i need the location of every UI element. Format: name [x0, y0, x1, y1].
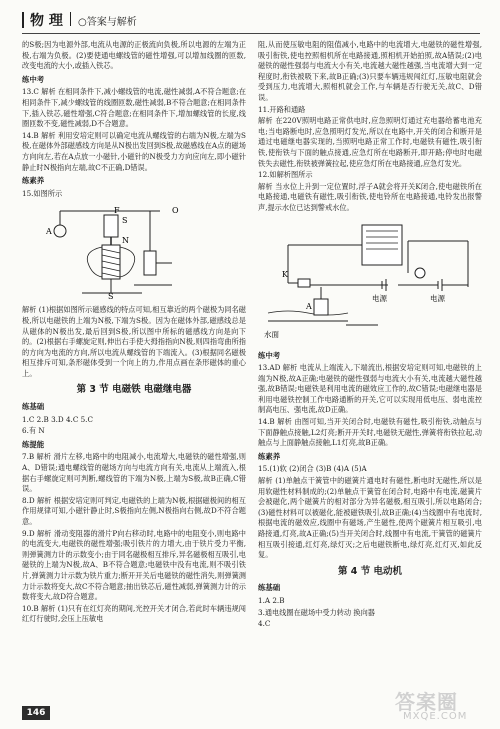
electromagnet-figure [22, 201, 246, 301]
answers-1-2: 1.A 2.B [258, 595, 285, 605]
explanation-12: 解析 当水位上升到一定位置时,浮子A就会将开关K闭合,使电磁铁所在电路接通,电磁铁有磁性,吸引衔铁,使电铃所在电路接通,电铃发出报警声,提示水位已达到警戒水位。 [258, 181, 482, 212]
circuit-figure [258, 217, 482, 347]
answer-6: 6.有 N [22, 426, 45, 436]
header-rule [22, 33, 480, 34]
section-tag: 练素养 [22, 176, 45, 186]
answer-12: 12.如解析图所示 [258, 170, 313, 180]
left-column [22, 40, 246, 626]
answer-11: 11.开路和通路 [258, 104, 306, 114]
paragraph: 的S极;因为电源外部,电流从电源的正极流向负极,所以电源的左端为正极,右端为负极。(2)要使通电螺线管的磁性增强,可以增加线圈的匝数,改变电流的大小,或插入铁芯。 [22, 40, 246, 71]
answer-13: 13.AD 解析 电流从上端流入,下端流出,根据安培定则可知,电磁铁的上端为N极,故A正确;电磁铁的磁性强弱与电流大小有关,电流越大磁性越强,故B错误;电磁铁是利用电流的磁效应工作的,故C错误;电磁继电器是利用电磁铁控制工作电路通断的开关,它可以实现用低电压、弱电流控制高电压、强电流,故D正确。 [258, 363, 482, 415]
explanation-15: 解析 (1)单触点干簧管中的磁簧片通电时有磁性,断电时无磁性,所以是用软磁性材料制成的;(2)单触点干簧管在闭合时,电路中有电流,磁簧片会被磁化,两个磁簧片的相对部分为异名磁极,相互吸引,所以电路闭合;(3)磁性材料可以被磁化,能被磁铁吸引,故B正确;(4)当线圈中有电流时,根据电流的磁效应,线圈中有磁场,产生磁性,使两个磁簧片相互吸引,电路接通,灯亮,故A正确;(5)当开关闭合时,线圈中有电流,干簧管的磁簧片相互吸引接通,红灯亮,绿灯灭;之后电磁铁断电,绿灯亮,红灯灭,如此反复。 [258, 476, 482, 560]
header-separator [70, 12, 71, 26]
watermark [395, 686, 490, 726]
answer-9: 9.D 解析 滑动变阻器的滑片P向右移动时,电路中的电阻变小,则电路中的电流变大,电磁铁的磁性增强;吸引铁片的力增大,由于铁片受力平衡,则弹簧测力计的示数变小;由于同名磁极相互排斥,异名磁极相互吸引,电磁铁的上端为N极,故A、B不符合题意;电磁铁中没有电流,则不吸引铁片,弹簧测力计示数为铁片重力;断开开关后电磁铁的磁性消失,则弹簧测力计示数将变大,故C不符合题意;抽出铁芯后,磁性减弱,弹簧测力计的示数将变大,故D符合题意。 [22, 528, 246, 602]
label-a: A [46, 227, 52, 237]
answer-7: 7.B 解析 滑片左移,电路中的电阻减小,电流增大,电磁铁的磁性增强,则A、D错误;通电螺线管的磁场方向与电流方向有关,电流从上端流入,根据右手螺旋定则可判断,螺线管的下端为N极,上端为S极,故B正确,C错误。 [22, 452, 246, 494]
section-heading-3: 第 3 节 电磁铁 电磁继电器 [76, 384, 192, 396]
label-o: O [172, 206, 179, 216]
section-tag: 练素养 [258, 451, 281, 461]
label-power-source-2: 电源 [430, 293, 445, 303]
explanation-11: 解析 在220V照明电路正常供电时,应急照明灯通过充电器给蓄电池充电;当电路断电时,应急照明灯发光,所以在电路中,开关的闭合和断开是通过电磁继电器实现的,当照明电路正常工作时,电磁铁有磁性,吸引衔铁,使衔铁与下面的触点接通,应急灯所在电路断开,即开路;停电时电磁铁失去磁性,衔铁被弹簧拉起,使应急灯所在电路接通,应急灯发光。 [258, 116, 482, 168]
answers-1-5: 1.C 2.B 3.D 4.C 5.C [22, 414, 93, 424]
answer-15: 15.如图所示 [22, 188, 63, 198]
label-f: F [114, 206, 120, 216]
section-tag: 练中考 [22, 74, 45, 84]
header-bar [22, 12, 24, 28]
label-water-surface: 水面 [264, 329, 279, 339]
answer-15: 15.(1)软 (2)闭合 (3)B (4)A (5)A [258, 464, 367, 474]
water-level-alarm-diagram [258, 217, 482, 347]
label-s-top: S [122, 216, 128, 226]
explanation-15: 解析 (1)根据如图所示磁感线的特点可知,相互靠近的两个磁极为同名磁极,所以电磁铁的上端为N极,下端为S极。因为在磁体外部,磁感线总是从磁体的N极出发,最后回到S极,所以图中所标的磁感线方向是向下的。(2)根据右手螺旋定则,伸出右手使大拇指指向N极,则四指弯曲所指的方向为电流的方向,所以电流从螺线管的下端流入。(3)根据同名磁极相互排斥可知,条形磁体受到一个向上的力,作用点画在条形磁体的重心上。 [22, 305, 246, 378]
label-k: K [282, 269, 288, 279]
electromagnet-diagram [22, 201, 246, 301]
label-s-bottom: S [108, 292, 114, 302]
subject-title: 物 理 [30, 13, 63, 29]
answer-3: 3.通电线圈在磁场中受力转动 换向器 [258, 607, 375, 617]
section-tag: 练中考 [258, 350, 281, 360]
answer-13: 13.C 解析 在相同条件下,减小螺线管的电流,磁性减弱,A不符合题意;在相同条件下,减少螺线管的线圈匝数,磁性减弱,B不符合题意;在相同条件下,插入铁芯,磁性增强,C符合题意;在相同条件下,增加螺线管的长度,线圈匝数不变,磁性减弱,D不合题意。 [22, 87, 246, 129]
right-column [258, 40, 482, 631]
paragraph: 阻,从而使压敏电阻的阻值减小,电路中的电流增大,电磁铁的磁性增强,吸引衔铁,使电控照相机所在电路接通,照相机开始拍照,故A错误;(2)电磁铁的磁性强弱与电流大小有关,电流越大磁性越强,当电流增大到一定程度时,衔铁被吸下来,故B正确;(3)只要车辆违规闯红灯,压敏电阻就会受到压力,电流增大,照相机就会工作,与车辆是否行驶无关,故C、D错误。 [258, 40, 482, 102]
section-tag: 练基础 [258, 583, 281, 593]
label-power-source-1: 电源 [372, 293, 387, 303]
answer-8: 8.D 解析 根据安培定则可判定,电磁铁的上端为N极,根据磁极间的相互作用规律可知,小磁针静止时,S极指向左侧,N极指向右侧,故D不符合题意。 [22, 495, 246, 526]
answer-14: 14.B 解析 由图可知,当开关闭合时,电磁铁有磁性,吸引衔铁,动触点与下面静触点接触,L2灯亮;断开开关时,电磁铁无磁性,弹簧将衔铁拉起,动触点与上面静触点接触,L1灯亮,故B正确。 [258, 417, 482, 448]
answer-4: 4.C [258, 619, 271, 629]
section-tag: 练基础 [22, 402, 45, 412]
answer-14: 14.B 解析 利用安培定则可以确定电流从螺线管的右端为N极,左端为S极,在磁体外部磁感线方向是从N极出发回到S极,故磁感线在A点的磁场方向向左,若在A点放一小磁针,小磁针的N极受力方向应向左,即小磁针静止时N极指向左端,故C不正确,D错误。 [22, 130, 246, 172]
label-n: N [122, 236, 129, 246]
section-heading-4: 第 4 节 电动机 [337, 565, 403, 577]
watermark-line1: 答案圈 [395, 690, 458, 714]
answer-10: 10.B 解析 (1)只有在红灯亮的期间,光控开关才闭合,若此时车辆违规闯红灯行驶时,会压上压敏电 [22, 603, 246, 624]
page-number: 146 [22, 706, 50, 720]
section-tag: 练提能 [22, 439, 45, 449]
label-a: A [306, 301, 312, 311]
watermark-line2: MXQE.COM [403, 711, 468, 722]
page-header [22, 8, 480, 32]
header-subtitle: ○答案与解析 [78, 17, 137, 28]
